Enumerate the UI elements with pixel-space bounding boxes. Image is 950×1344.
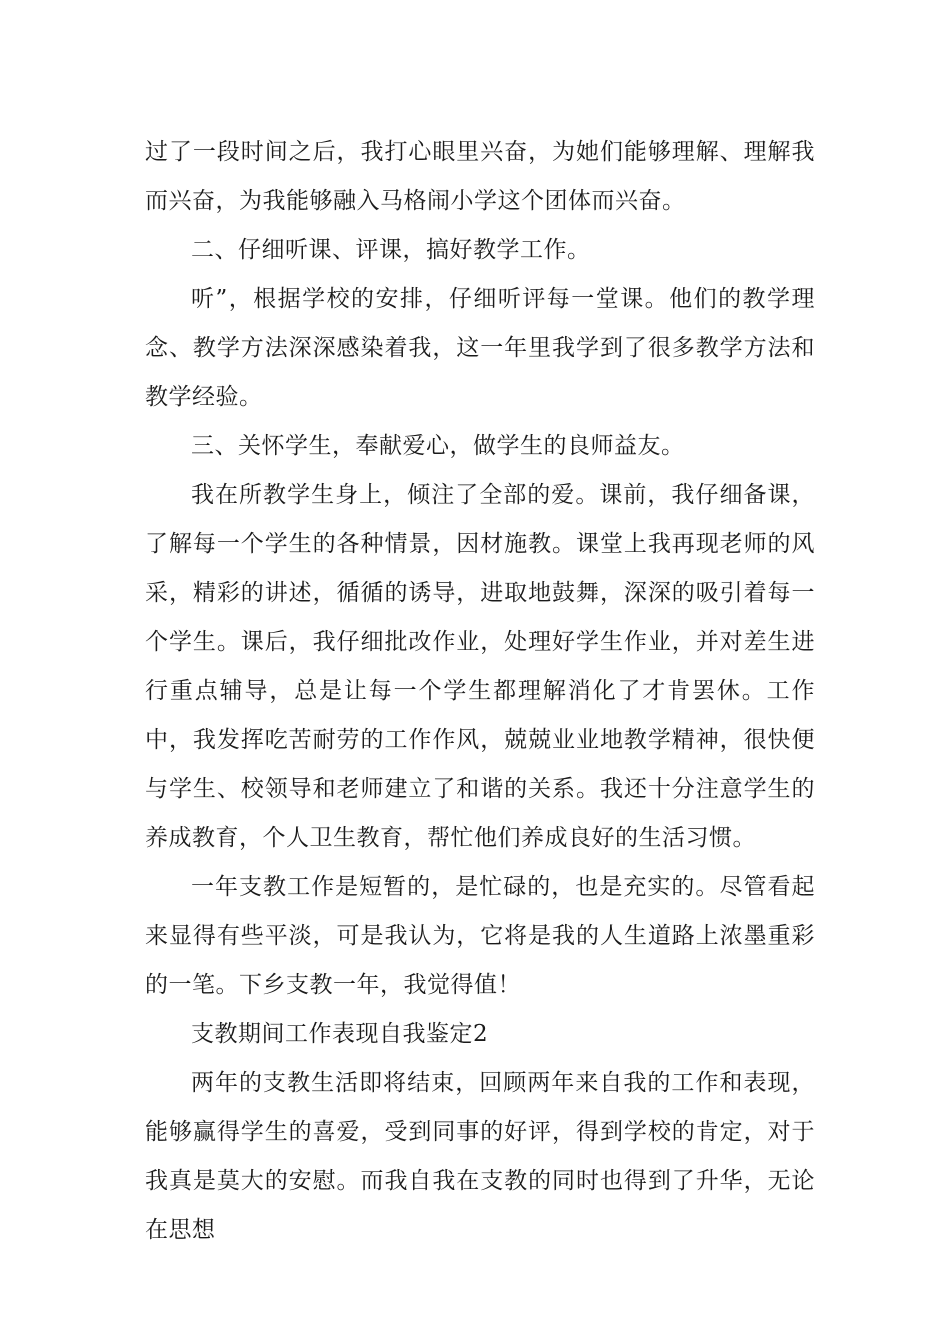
section-heading-3: 三、关怀学生，奉献爱心，做学生的良师益友。 [191,433,685,459]
document-body [145,128,815,1255]
paragraph-intro-continuation: 过了一段时间之后，我打心眼里兴奋，为她们能够理解、理解我而兴奋，为我能够融入马格闹小学这个团体而兴奋。 [145,139,815,214]
paragraph-listening: 听”，根据学校的安排，仔细听评每一堂课。他们的教学理念、教学方法深深感染着我，这一年里我学到了很多教学方法和教学经验。 [145,286,815,410]
paragraph-summary: 一年支教工作是短暂的，是忙碌的，也是充实的。尽管看起来显得有些平淡，可是我认为，它将是我的人生道路上浓墨重彩的一笔。下乡支教一年，我觉得值！ [145,874,815,998]
paragraph-second-essay-intro: 两年的支教生活即将结束，回顾两年来自我的工作和表现，能够赢得学生的喜爱，受到同事的好评，得到学校的肯定，对于我真是莫大的安慰。而我自我在支教的同时也得到了升华，无论在思想 [145,1070,815,1243]
paragraph-caring-students: 我在所教学生身上，倾注了全部的爱。课前，我仔细备课，了解每一个学生的各种情景，因材施教。课堂上我再现老师的风采，精彩的讲述，循循的诱导，进取地鼓舞，深深的吸引着每一个学生。课后，我仔细批改作业，处理好学生作业，并对差生进行重点辅导，总是让每一个学生都理解消化了才肯罢休。工作中，我发挥吃苦耐劳的工作作风，兢兢业业地教学精神，很快便与学生、校领导和老师建立了和谐的关系。我还十分注意学生的养成教育，个人卫生教育，帮忙他们养成良好的生活习惯。 [145,482,815,851]
document-subtitle-2: 支教期间工作表现自我鉴定2 [191,1021,489,1047]
section-heading-2: 二、仔细听课、评课，搞好教学工作。 [191,237,591,263]
